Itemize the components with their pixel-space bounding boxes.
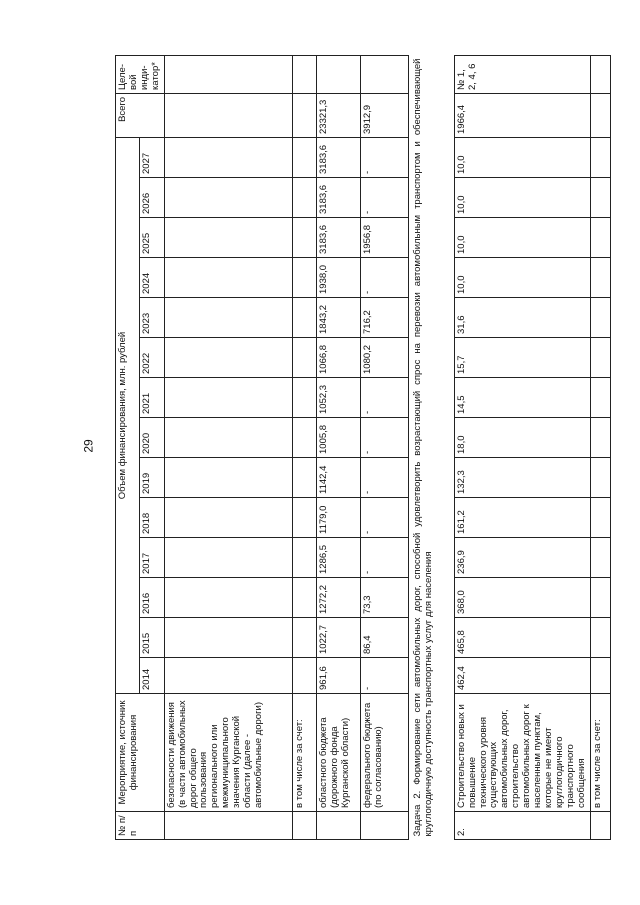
row-no: 2. [454,812,590,840]
value-cell [292,258,316,298]
value-cell [292,298,316,338]
value-cell: 1022,7 [316,618,360,658]
value-cell [164,618,292,658]
total-cell: 1966,4 [454,94,590,138]
value-cell [164,418,292,458]
value-cell [292,418,316,458]
value-cell: - [360,138,408,178]
value-cell [590,578,610,618]
total-cell [164,94,292,138]
indicator-cell [316,56,360,94]
value-cell [292,578,316,618]
value-cell: 10,0 [454,138,590,178]
value-cell [590,378,610,418]
row-name: областного бюджета (дорожного фонда Курганской области) [316,694,360,812]
value-cell: - [360,418,408,458]
header-year: 2026 [140,178,164,218]
value-cell [590,338,610,378]
value-cell [292,338,316,378]
header-year: 2018 [140,498,164,538]
value-cell: 15,7 [454,338,590,378]
total-cell: 23321,3 [316,94,360,138]
row-name: безопасности движения (в части автомобильных дорог общего пользования регионального или межмуниципального значения Курганской области (далее - автомобильные дороги) [164,694,292,812]
value-cell: 161,2 [454,498,590,538]
row-name: в том числе за счет: [590,694,610,812]
value-cell [590,178,610,218]
row-no [164,812,292,840]
value-cell [292,138,316,178]
value-cell: 18,0 [454,418,590,458]
value-cell: 1843,2 [316,298,360,338]
page-number: 29 [81,439,96,453]
value-cell: 236,9 [454,538,590,578]
value-cell: 462,4 [454,658,590,694]
value-cell [590,218,610,258]
header-year: 2016 [140,578,164,618]
table-row [292,56,316,840]
value-cell [292,458,316,498]
total-cell [292,94,316,138]
row-no [360,812,408,840]
indicator-cell [292,56,316,94]
table-row [316,56,360,840]
value-cell: - [360,658,408,694]
value-cell [164,658,292,694]
value-cell: 368,0 [454,578,590,618]
table-row [360,56,408,840]
value-cell: 1956,8 [360,218,408,258]
value-cell: 716,2 [360,298,408,338]
total-cell [590,94,610,138]
value-cell [292,658,316,694]
table-row [590,56,610,840]
indicator-cell: № 1, 2, 4, 6 [454,56,590,94]
indicator-cell [164,56,292,94]
value-cell [590,258,610,298]
value-cell: - [360,538,408,578]
value-cell: 10,0 [454,258,590,298]
value-cell: - [360,458,408,498]
table-row [454,56,590,840]
header-year: 2020 [140,418,164,458]
row-name: федерального бюджета (по согласованию) [360,694,408,812]
row-name: в том числе за счет: [292,694,316,812]
header-total: Всего [116,94,165,138]
value-cell: 73,3 [360,578,408,618]
value-cell: 31,6 [454,298,590,338]
value-cell: - [360,498,408,538]
value-cell: 3183,6 [316,138,360,178]
header-event: Мероприятие, источник финансирования [116,694,165,812]
task-2-heading: Задача 2. Формирование сети автомобильных дорог, способной удовлетворить возрастающий спрос на перевозки автомобильным транспортом и обеспечивающей круглогодичную доступность транспортных услуг для населения [408,56,454,840]
header-volume: Объем финансирования, млн. рублей [116,138,140,694]
header-year: 2027 [140,138,164,178]
value-cell [292,618,316,658]
value-cell: 86,4 [360,618,408,658]
value-cell [164,218,292,258]
row-name: Строительство новых и повышение технического уровня существующих автомобильных дорог, строительство автомобильных дорог к населенным пунктам, которые не имеют круглогодичного транспортного сообщения [454,694,590,812]
value-cell: 132,3 [454,458,590,498]
value-cell [292,538,316,578]
value-cell: 3183,6 [316,178,360,218]
value-cell [164,458,292,498]
value-cell: - [360,378,408,418]
header-year: 2019 [140,458,164,498]
value-cell [292,178,316,218]
value-cell: 1142,4 [316,458,360,498]
value-cell [590,458,610,498]
header-year: 2024 [140,258,164,298]
value-cell: - [360,258,408,298]
value-cell: - [360,178,408,218]
value-cell [164,338,292,378]
value-cell: 1286,5 [316,538,360,578]
value-cell [164,538,292,578]
row-no [316,812,360,840]
value-cell: 10,0 [454,178,590,218]
header-year: 2022 [140,338,164,378]
header-year: 2021 [140,378,164,418]
header-year: 2023 [140,298,164,338]
value-cell: 1272,2 [316,578,360,618]
financing-table [115,55,611,840]
header-year: 2025 [140,218,164,258]
rotated-table-container [115,50,615,840]
value-cell [164,138,292,178]
value-cell [164,178,292,218]
value-cell: 1066,8 [316,338,360,378]
value-cell: 961,6 [316,658,360,694]
value-cell [164,498,292,538]
indicator-cell [590,56,610,94]
value-cell: 1052,3 [316,378,360,418]
header-year: 2014 [140,658,164,694]
value-cell [590,618,610,658]
value-cell [590,418,610,458]
table-row [164,56,292,840]
value-cell [164,578,292,618]
row-no [590,812,610,840]
header-indicator: Целе-вой инди-катор* [116,56,165,94]
value-cell [590,138,610,178]
value-cell: 465,8 [454,618,590,658]
value-cell [590,298,610,338]
header-year: 2015 [140,618,164,658]
value-cell [590,498,610,538]
value-cell [164,378,292,418]
value-cell: 1179,0 [316,498,360,538]
value-cell [590,658,610,694]
value-cell [292,498,316,538]
value-cell: 1080,2 [360,338,408,378]
value-cell [164,298,292,338]
value-cell [164,258,292,298]
value-cell: 14,5 [454,378,590,418]
row-no [292,812,316,840]
value-cell [292,218,316,258]
value-cell [590,538,610,578]
header-no: № п/п [116,812,165,840]
value-cell: 10,0 [454,218,590,258]
header-year: 2017 [140,538,164,578]
value-cell: 1938,0 [316,258,360,298]
value-cell: 3183,6 [316,218,360,258]
value-cell: 1005,8 [316,418,360,458]
total-cell: 3912,9 [360,94,408,138]
value-cell [292,378,316,418]
indicator-cell [360,56,408,94]
